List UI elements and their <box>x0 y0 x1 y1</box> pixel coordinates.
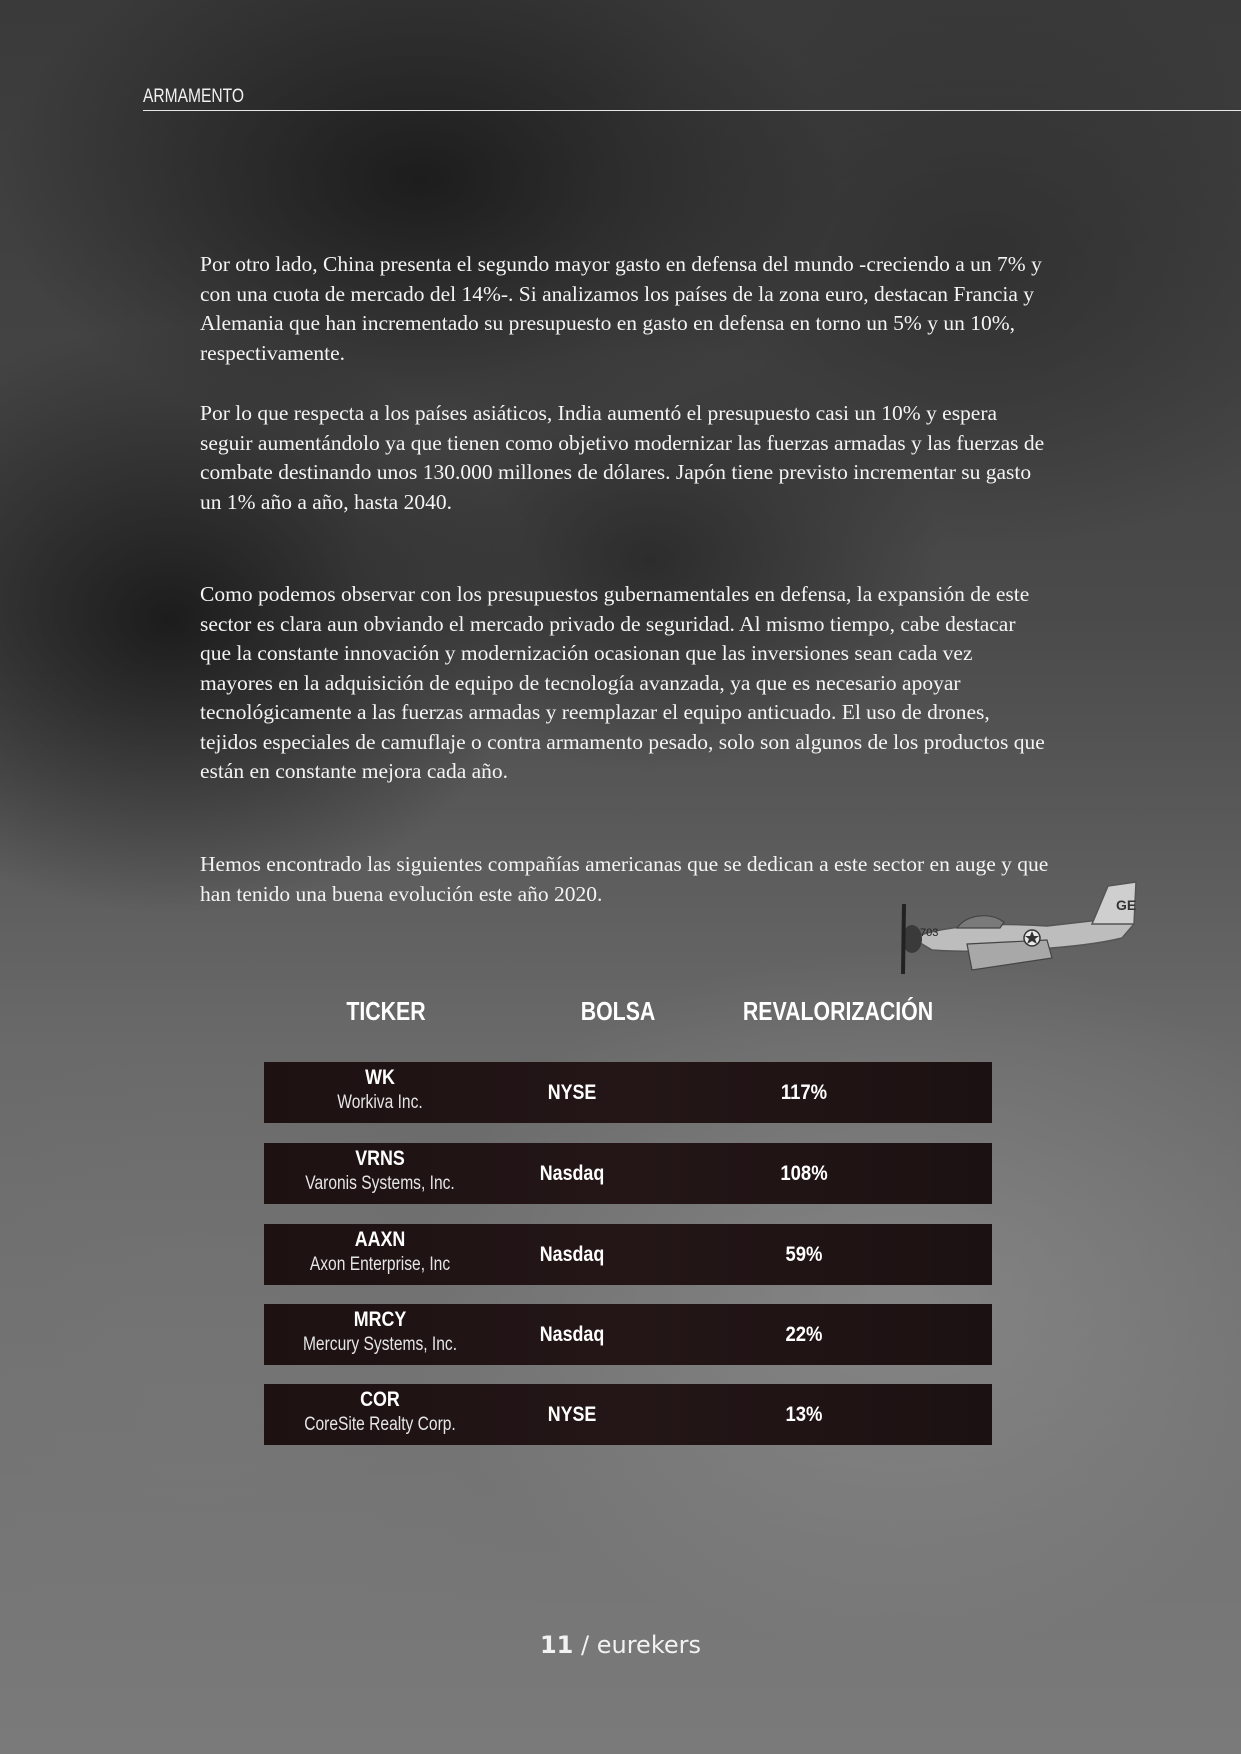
exchange-cell: Nasdaq <box>539 1323 605 1346</box>
column-header-ticker: TICKER <box>346 996 426 1026</box>
exchange-cell: Nasdaq <box>539 1243 605 1266</box>
tail-marking: GE <box>1116 897 1137 913</box>
table-row <box>264 1143 992 1204</box>
table-row <box>264 1224 992 1285</box>
company-name: CoreSite Realty Corp. <box>304 1414 456 1435</box>
ticker-symbol: MRCY <box>353 1308 407 1331</box>
paragraph: Hemos encontrado las siguientes compañías americanas que se dedican a este sector en auge y que han tenido una buena evolución este año 2020. <box>200 852 1049 906</box>
return-cell: 108% <box>780 1162 828 1185</box>
company-name: Varonis Systems, Inc. <box>305 1173 455 1194</box>
table-row <box>264 1062 992 1123</box>
paragraph: Por otro lado, China presenta el segundo mayor gasto en defensa del mundo -creciendo a un 7% y con una cuota de mercado del 14%-. Si analizamos los países de la zona euro, destacan Francia y Alemania que han incrementado su presupuesto en gasto en defensa en torno un 5% y un 10%, respectivamente. <box>200 252 1042 365</box>
ticker-symbol: COR <box>360 1388 400 1411</box>
company-name: Mercury Systems, Inc. <box>302 1334 458 1355</box>
column-header-return: REVALORIZACIÓN <box>742 996 934 1026</box>
ticker-symbol: VRNS <box>355 1147 405 1170</box>
ticker-symbol: WK <box>365 1066 395 1089</box>
exchange-cell: NYSE <box>547 1081 597 1104</box>
company-name: Axon Enterprise, Inc <box>309 1254 451 1275</box>
section-label: ARMAMENTO <box>143 86 245 107</box>
ticker-symbol: AAXN <box>354 1228 406 1251</box>
table-row <box>264 1384 992 1445</box>
page-number: 11 <box>539 1631 574 1659</box>
return-cell: 13% <box>785 1403 823 1426</box>
ticker-cell <box>264 1387 496 1437</box>
column-header-exchange: BOLSA <box>580 996 656 1026</box>
paragraph: Como podemos observar con los presupuestos gubernamentales en defensa, la expansión de este sector es clara aun obviando el mercado privado de seguridad. Al mismo tiempo, cabe destacar que la constante innovación y modernización ocasionan que las inversiones sean cada vez mayores en la adquisición de equipo de tecnología avanzada, ya que es necesario apoyar tecnológicamente a las fuerzas armadas y reemplazar el equipo anticuado. El uso de drones, tejidos especiales de camuflaje o contra armamento pesado, solo son algunos de los productos que están en constante mejora cada año. <box>200 582 1045 783</box>
return-cell: 117% <box>780 1081 828 1104</box>
airplane-icon <box>872 876 1152 996</box>
page-footer <box>0 1631 1241 1659</box>
ticker-cell <box>264 1065 496 1115</box>
header-divider <box>143 110 1241 111</box>
ticker-cell <box>264 1227 496 1277</box>
paragraph: Por lo que respecta a los países asiáticos, India aumentó el presupuesto casi un 10% y espera seguir aumentándolo ya que tienen como objetivo modernizar las fuerzas armadas y las fuerzas de combate destinando unos 130.000 millones de dólares. Japón tiene previsto incrementar su gasto un 1% año a año, hasta 2040. <box>200 401 1045 514</box>
return-cell: 59% <box>785 1243 823 1266</box>
table-row <box>264 1304 992 1365</box>
company-name: Workiva Inc. <box>337 1092 423 1113</box>
ticker-cell <box>264 1146 496 1196</box>
return-cell: 22% <box>785 1323 823 1346</box>
exchange-cell: Nasdaq <box>539 1162 605 1185</box>
tail-number: 703 <box>920 927 939 939</box>
ticker-cell <box>264 1307 496 1357</box>
exchange-cell: NYSE <box>547 1403 597 1426</box>
brand-name: / eurekers <box>573 1631 701 1659</box>
